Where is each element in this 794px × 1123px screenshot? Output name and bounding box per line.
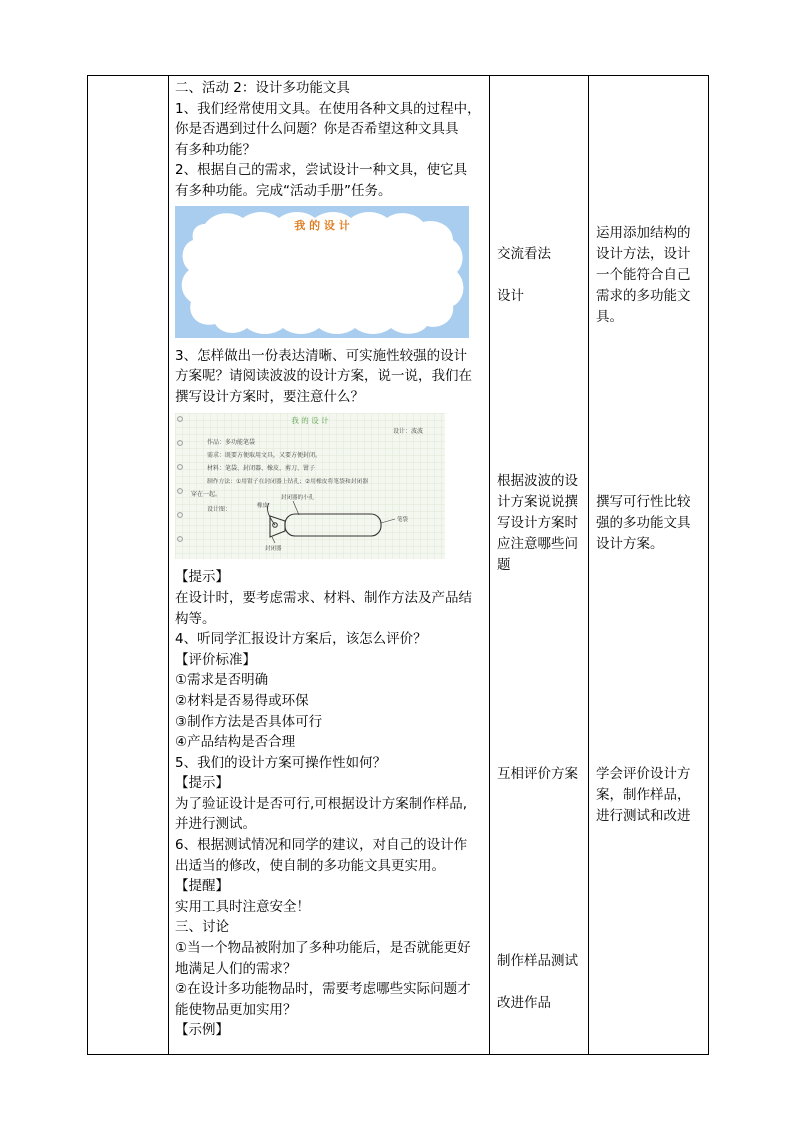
text-line: 应注意哪些问 [497,536,578,552]
sketch-label-closer: 封闭器 [265,546,282,553]
sketch-designer: 设计：波波 [393,428,424,436]
discussion-item-line: ②在设计多功能物品时，需要考虑哪些实际问题才 [175,981,471,998]
student-activity-exchange: 交流看法 [497,246,551,262]
teaching-content-column [169,76,490,1055]
sketch-label-hole: 封闭器的小孔 [281,495,315,502]
tip-text-line: 为了验证设计是否可行,可根据设计方案制作样品, [175,795,468,812]
text-line: 需求的多功能文 [596,288,691,304]
design-intent-2 [596,492,704,555]
text-line: 运用添加结构的 [596,225,691,241]
tip-text-line: 在设计时，要考虑需求、材料、制作方法及产品结 [175,589,472,606]
tip-label: 【提示】 [175,569,229,586]
text-line: 写设计方案时 [497,515,578,531]
text-line: 案，制作样品， [596,787,691,803]
question-6-line: 出适当的修改，使自制的多功能文具更实用。 [175,857,445,874]
example-label: 【示例】 [175,1022,229,1039]
design-intent-1 [596,223,704,328]
discussion-item-line: 地满足人们的需求？ [175,960,297,977]
empty-left-column [88,76,169,1055]
student-activity-make-sample: 制作样品测试 [497,953,578,969]
sketch-work: 作品：多功能笔袋 [207,439,256,447]
criteria-item: ③制作方法是否具体可行 [175,713,323,730]
design-intent-3 [596,764,704,827]
question-6-line: 6、根据测试情况和同学的建议，对自己的设计作 [175,837,468,854]
lesson-table [87,75,709,1055]
question-3-line: 方案呢？请阅读波波的设计方案，说一说，我们在 [175,368,472,385]
text-line: 设计方案。 [596,536,664,552]
question-3-line: 撰写设计方案时，要注意什么？ [175,388,364,405]
tip-label: 【提示】 [175,775,229,792]
sketch-material: 材料：笔袋、封闭器、橡皮、剪刀、钳子 [207,465,316,473]
sketch-label-pencil-case: 笔袋 [397,517,409,524]
sketch-method-line: 制作方法：①用钳子在封闭器上钻孔；②用橡皮将笔袋和封闭器 [207,479,369,486]
discussion-item-line: ①当一个物品被附加了多种功能后，是否就能更好 [175,940,471,957]
text-line: 撰写可行性比较 [596,494,691,510]
student-activity-column [490,76,589,1055]
sketch-label-eraser: 橡皮 [257,503,269,510]
bobo-design-sketch-image [175,413,445,559]
question-4: 4、听同学汇报设计方案后，该怎么评价？ [175,631,427,648]
student-activity-discuss-plan [497,471,584,576]
text-line: 设计方法，设计 [596,246,691,262]
student-activity-peer-review: 互相评价方案 [497,766,578,782]
text-line: 一个能符合自己 [596,267,691,283]
table-row [88,76,709,1055]
text-line: 强的多功能文具 [596,515,691,531]
sketch-diagram-label: 设计图： [207,506,232,514]
text-line: 进行测试和改进 [596,808,691,824]
remind-text: 实用工具时注意安全！ [175,898,310,915]
my-design-cloud-image [175,206,469,338]
discussion-heading: 三、讨论 [175,919,229,936]
text-line: 计方案说说撰 [497,494,578,510]
criteria-item: ①需求是否明确 [175,672,269,689]
criteria-item: ④产品结构是否合理 [175,734,296,751]
question-2-line: 2、根据自己的需求，尝试设计一种文具，使它具 [175,162,468,179]
student-activity-improve: 改进作品 [497,995,551,1011]
sketch-method-line: 穿在一起。 [191,491,222,499]
student-activity-design: 设计 [497,288,524,304]
question-1-line: 你是否遇到过什么问题？你是否希望这种文具具 [175,121,459,138]
criteria-item: ②材料是否易得或环保 [175,692,309,709]
cloud-title: 我 的 设 计 [294,218,350,232]
text-line: 根据波波的设 [497,473,578,489]
remind-label: 【提醒】 [175,878,229,895]
discussion-item-line: 能使物品更加实用？ [175,1001,297,1018]
criteria-label: 【评价标准】 [175,651,256,668]
tip-text-line: 并进行测试。 [175,816,256,833]
activity-heading: 二、活动 2：设计多功能文具 [175,80,350,96]
question-2-line: 有多种功能。完成“活动手册”任务。 [175,182,392,199]
question-1-line: 有多种功能？ [175,141,256,158]
question-3-line: 3、怎样做出一份表达清晰、可实施性较强的设计 [175,347,468,364]
sketch-title: 我 的 设 计 [291,416,329,426]
sketch-need: 需求：既要方便取用文具，又要方便封闭。 [207,452,322,460]
text-line: 题 [497,557,511,573]
text-line: 具。 [596,309,623,325]
text-line: 学会评价设计方 [596,766,691,782]
tip-text-line: 构等。 [175,610,216,627]
question-1-line: 1、我们经常使用文具。在使用各种文具的过程中， [175,100,481,117]
design-intent-column [589,76,709,1055]
question-5: 5、我们的设计方案可操作性如何？ [175,754,387,771]
